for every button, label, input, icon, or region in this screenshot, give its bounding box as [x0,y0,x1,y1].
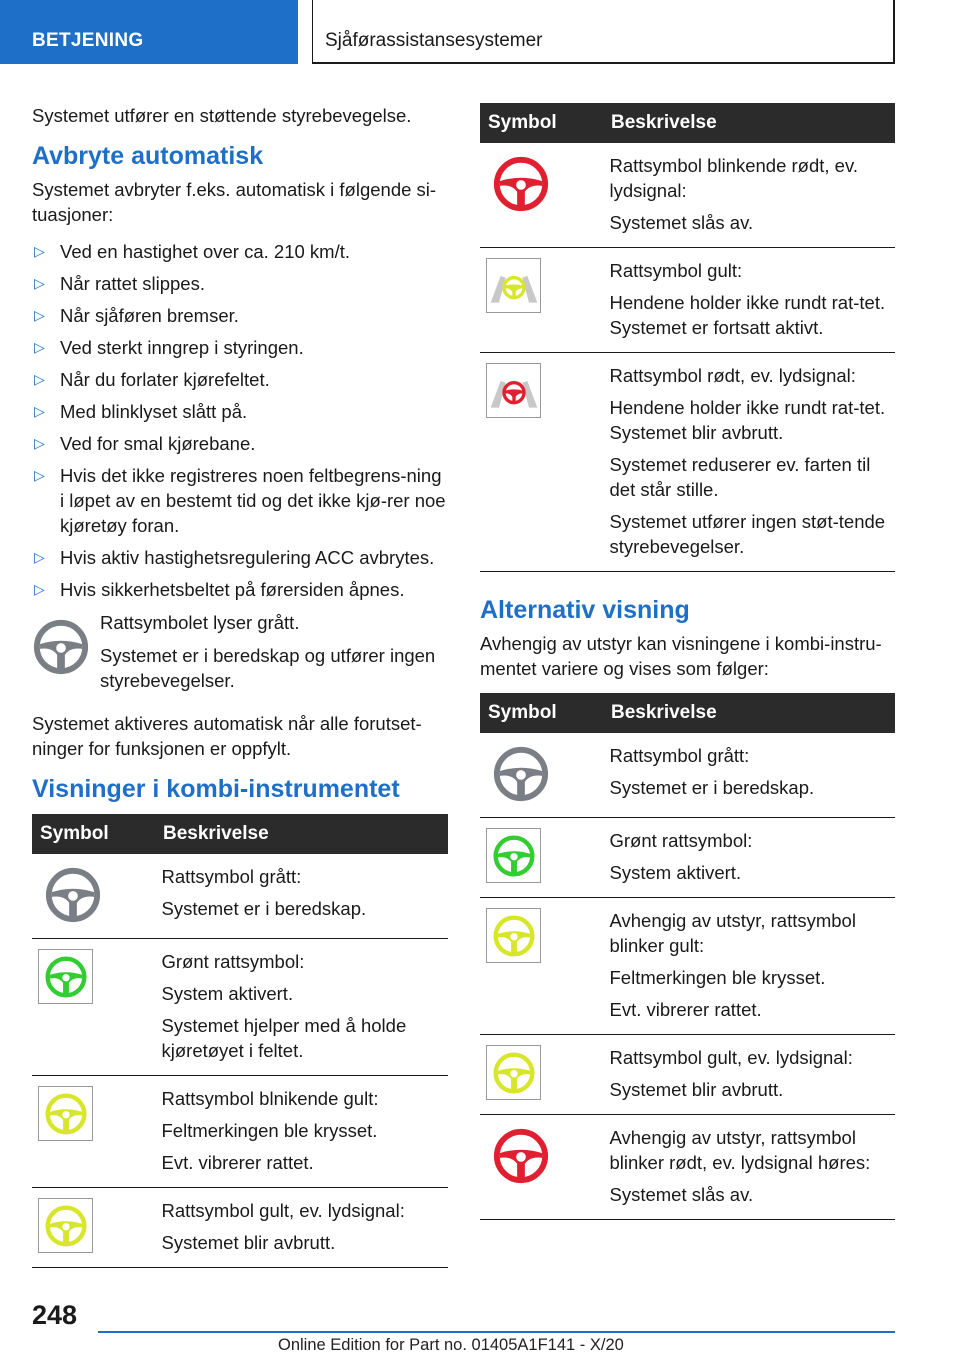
description-line: Hendene holder ikke rundt rat-tet. Systemet er fortsatt aktivt. [609,292,886,338]
section-tab [0,0,298,64]
table-row [32,854,448,939]
column-header-description: Beskrivelse [603,103,895,143]
column-header-symbol: Symbol [480,103,603,143]
grey-steering-wheel-icon [486,743,556,805]
table-header-row [32,814,448,854]
yellow-hands-off-wheel-icon [486,258,541,313]
description-line: Grønt rattsymbol: [161,951,305,972]
table-header-row [480,103,895,143]
yellow-steering-wheel-icon [486,1045,541,1100]
description-line: Systemet er i beredskap. [609,777,815,798]
red-steering-wheel-icon [486,1125,556,1187]
list-item: ▷ Hvis aktiv hastighetsregulering ACC avbrytes. [34,547,435,568]
description-line: Rattsymbol gult, ev. lydsignal: [609,1047,853,1068]
table-row [480,353,895,572]
standby-note [32,610,448,701]
description-line: Feltmerkingen ble krysset. [161,1120,378,1141]
table-row [480,1035,895,1115]
alternative-text: Avhengig av utstyr kan visningene i kombi-instru-mentet variere og vises som følger: [480,633,882,679]
edition-footer: Online Edition for Part no. 01405A1F141 - X/20 [278,1336,624,1354]
intro-text: Systemet utfører en støttende styrebevegelse. [32,105,412,126]
list-item: ▷ Når rattet slippes. [34,273,205,294]
display-heading: Visninger i kombi-instrumentet [32,775,400,803]
chapter-title-box [312,0,895,64]
triangle-bullet-icon: ▷ [34,403,45,419]
column-header-symbol: Symbol [32,814,155,854]
triangle-bullet-icon: ▷ [34,243,45,259]
table-row [32,939,448,1076]
triangle-bullet-icon: ▷ [34,371,45,387]
description-line: Rattsymbol blnikende gult: [161,1088,379,1109]
triangle-bullet-icon: ▷ [34,339,45,355]
description-line: Hendene holder ikke rundt rat-tet. Systemet blir avbrutt. [609,397,886,443]
display-table [32,814,448,1268]
description-line: Rattsymbol grått: [161,866,302,887]
triangle-bullet-icon: ▷ [34,435,45,451]
status-table [480,103,895,572]
page-number: 248 [32,1300,78,1330]
triangle-bullet-icon: ▷ [34,581,45,597]
description-line: Rattsymbol gult: [609,260,743,281]
description-line: Rattsymbol rødt, ev. lydsignal: [609,365,856,386]
table-row [480,143,895,248]
description-line: Systemet blir avbrutt. [609,1079,784,1100]
table-row [32,1076,448,1188]
green-steering-wheel-icon [38,949,93,1004]
grey-steering-wheel-icon [32,610,100,701]
list-item: ▷ Ved sterkt inngrep i styringen. [34,337,304,358]
section-label: BETJENING [32,30,144,51]
standby-line-1: Rattsymbolet lyser grått. [100,612,300,633]
description-line: Systemet utfører ingen støt-tende styrebevegelser. [609,511,886,557]
list-item: ▷ Ved en hastighet over ca. 210 km/t. [34,241,351,262]
yellow-steering-wheel-icon [38,1198,93,1253]
description-line: Systemet slås av. [609,1184,754,1205]
description-line: Systemet reduserer ev. farten til det står stille. [609,454,871,500]
auto-activate-text: Systemet aktiveres automatisk når alle forutset-ninger for funksjonen er oppfylt. [32,713,422,759]
grey-steering-wheel-icon [38,864,108,926]
abort-heading: Avbryte automatisk [32,142,264,170]
description-line: Systemet blir avbrutt. [161,1232,336,1253]
red-steering-wheel-icon [486,153,556,215]
column-header-description: Beskrivelse [155,814,448,854]
table-row [480,248,895,353]
description-line: System aktivert. [161,983,294,1004]
description-line: Systemet er i beredskap. [161,898,367,919]
column-header-symbol: Symbol [480,693,603,733]
red-hands-off-wheel-icon [486,363,541,418]
left-column [32,103,448,1280]
triangle-bullet-icon: ▷ [34,307,45,323]
table-row [480,733,895,818]
description-line: Systemet slås av. [609,212,754,233]
list-item: ▷ Når sjåføren bremser. [34,305,239,326]
list-item: ▷ Hvis det ikke registreres noen feltbegrens-ning i løpet av en bestemt tid og det ikke kjø-rer noe kjøretøy foran. [34,465,446,536]
description-line: Rattsymbol grått: [609,745,750,766]
description-line: Grønt rattsymbol: [609,830,753,851]
list-item: ▷ Hvis sikkerhetsbeltet på førersiden åpnes. [34,579,405,600]
description-line: Evt. vibrerer rattet. [609,999,762,1020]
yellow-steering-wheel-icon [486,908,541,963]
right-column [480,103,895,1232]
triangle-bullet-icon: ▷ [34,275,45,291]
table-row [480,898,895,1035]
description-line: Feltmerkingen ble krysset. [609,967,826,988]
list-item: ▷ Ved for smal kjørebane. [34,433,256,454]
triangle-bullet-icon: ▷ [34,467,45,483]
footer-divider [98,1331,895,1333]
chapter-title: Sjåførassistansesystemer [325,30,543,51]
table-row [480,1115,895,1220]
table-row [32,1188,448,1268]
description-line: Rattsymbol gult, ev. lydsignal: [161,1200,405,1221]
description-line: Avhengig av utstyr, rattsymbol blinker rødt, ev. lydsignal høres: [609,1127,871,1173]
description-line: Evt. vibrerer rattet. [161,1152,314,1173]
table-header-row [480,693,895,733]
list-item: ▷ Når du forlater kjørefeltet. [34,369,270,390]
description-line: Systemet hjelper med å holde kjøretøyet i feltet. [161,1015,407,1061]
list-item: ▷ Med blinklyset slått på. [34,401,248,422]
alternative-heading: Alternativ visning [480,596,690,624]
column-header-description: Beskrivelse [603,693,895,733]
description-line: System aktivert. [609,862,742,883]
alternative-table [480,693,895,1220]
green-steering-wheel-icon [486,828,541,883]
abort-conditions-list [32,239,448,602]
description-line: Rattsymbol blinkende rødt, ev. lydsignal: [609,155,858,201]
standby-line-2: Systemet er i beredskap og utfører ingen styrebevegelser. [100,645,436,691]
triangle-bullet-icon: ▷ [34,549,45,565]
table-row [480,818,895,898]
abort-text: Systemet avbryter f.eks. automatisk i følgende si-tuasjoner: [32,179,437,225]
description-line: Avhengig av utstyr, rattsymbol blinker gult: [609,910,856,956]
yellow-steering-wheel-icon [38,1086,93,1141]
